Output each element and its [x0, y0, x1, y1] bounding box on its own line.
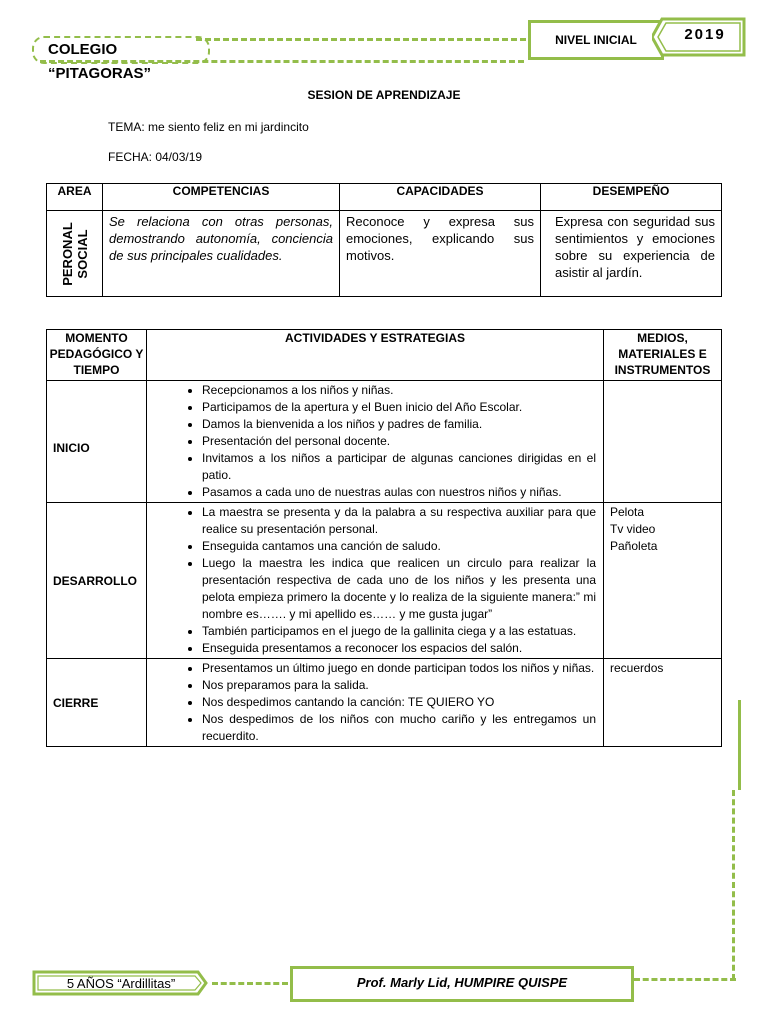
list-item: • Participamos de la apertura y el Buen inicio del Año Escolar.	[202, 399, 596, 416]
school-name: COLEGIO “PITAGORAS”	[32, 36, 210, 64]
page-title: SESION DE APRENDIZAJE	[307, 88, 461, 102]
list-item: • También participamos en el juego de la gallinita ciega y a las estatuas.	[202, 623, 596, 640]
actividades-cierre	[147, 659, 604, 747]
list-item: • Presentación del personal docente.	[202, 433, 596, 450]
medios-desarrollo	[604, 503, 722, 659]
list-item: • La maestra se presenta y da la palabra a su respectiva auxiliar para que realice su presentación personal.	[202, 504, 596, 538]
table-row	[47, 503, 722, 659]
table-row	[47, 659, 722, 747]
actividades-inicio	[147, 381, 604, 503]
medio-item: Pañoleta	[610, 539, 658, 553]
table-row	[47, 381, 722, 503]
list-item: • Nos preparamos para la salida.	[202, 677, 596, 694]
header-momento: MOMENTO PEDAGÓGICO Y TIEMPO	[47, 330, 147, 381]
competencia-text: Se relaciona con otras personas, demostrando autonomía, conciencia de sus principales cualidades.	[103, 211, 340, 297]
area-label-line2: SOCIAL	[74, 228, 90, 279]
side-border-dashed	[732, 790, 735, 980]
area-cell	[47, 211, 103, 297]
medios-cierre	[604, 659, 722, 747]
area-label	[60, 222, 90, 286]
actividades-desarrollo	[147, 503, 604, 659]
list-item: • Recepcionamos a los niños y niñas.	[202, 382, 596, 399]
list-item: • Nos despedimos cantando la canción: TE QUIERO YO	[202, 694, 596, 711]
area-label-line1: PERONAL	[59, 221, 75, 286]
footer-dashed-left	[212, 982, 288, 985]
momento-cierre: CIERRE	[47, 659, 147, 747]
level-label: NIVEL INICIAL	[528, 20, 664, 60]
medio-item: recuerdos	[610, 661, 664, 675]
list-item: • Invitamos a los niños a participar de algunas canciones dirigidas en el patio.	[202, 450, 596, 484]
list-item: • Enseguida cantamos una canción de saludo.	[202, 538, 596, 555]
medio-item: Tv video	[610, 522, 656, 536]
list-item: • Pasamos a cada uno de nuestras aulas con nuestros niños y niñas.	[202, 484, 596, 501]
medios-inicio	[604, 381, 722, 503]
desempeno-text: Expresa con seguridad sus sentimientos y emociones sobre su experiencia de asistir al jardín.	[541, 211, 722, 297]
list-item: • Damos la bienvenida a los niños y padres de familia.	[202, 416, 596, 433]
header-capacidades: CAPACIDADES	[340, 184, 541, 211]
fecha-line: FECHA: 04/03/19	[108, 150, 203, 164]
momento-desarrollo: DESARROLLO	[47, 503, 147, 659]
competencias-table	[46, 183, 722, 297]
header-dashed-line	[196, 38, 526, 41]
list-item: • Luego la maestra les indica que realicen un circulo para realizar la presentación respectiva de cada uno de los niños y les presenta una pelota empieza primero la docente y lo realiza de la siguiente manera:” mi nombre es……. y mi apellido es…… y me gusta jugar”	[202, 555, 596, 623]
medio-item: Pelota	[610, 505, 645, 519]
actividades-table	[46, 329, 722, 747]
momento-inicio: INICIO	[47, 381, 147, 503]
group-label: 5 AÑOS “Ardillitas”	[66, 976, 176, 991]
header-desempeno: DESEMPEÑO	[541, 184, 722, 211]
year-text: 2019	[684, 26, 726, 43]
tema-line: TEMA: me siento feliz en mi jardincito	[108, 120, 309, 134]
header-area: AREA	[47, 184, 103, 211]
list-item: • Nos despedimos de los niños con mucho cariño y les entregamos un recuerdito.	[202, 711, 596, 745]
header-medios: MEDIOS, MATERIALES E INSTRUMENTOS	[604, 330, 722, 381]
list-item: • Enseguida presentamos a reconocer los espacios del salón.	[202, 640, 596, 657]
header-actividades: ACTIVIDADES Y ESTRATEGIAS	[147, 330, 604, 381]
header-competencias: COMPETENCIAS	[103, 184, 340, 211]
footer-dashed-right	[634, 978, 736, 981]
list-item: • Presentamos un último juego en donde participan todos los niños y niñas.	[202, 660, 596, 677]
side-border-solid	[738, 700, 741, 790]
capacidad-text: Reconoce y expresa sus emociones, explicando sus motivos.	[340, 211, 541, 297]
teacher-name: Prof. Marly Lid, HUMPIRE QUISPE	[290, 966, 634, 1002]
